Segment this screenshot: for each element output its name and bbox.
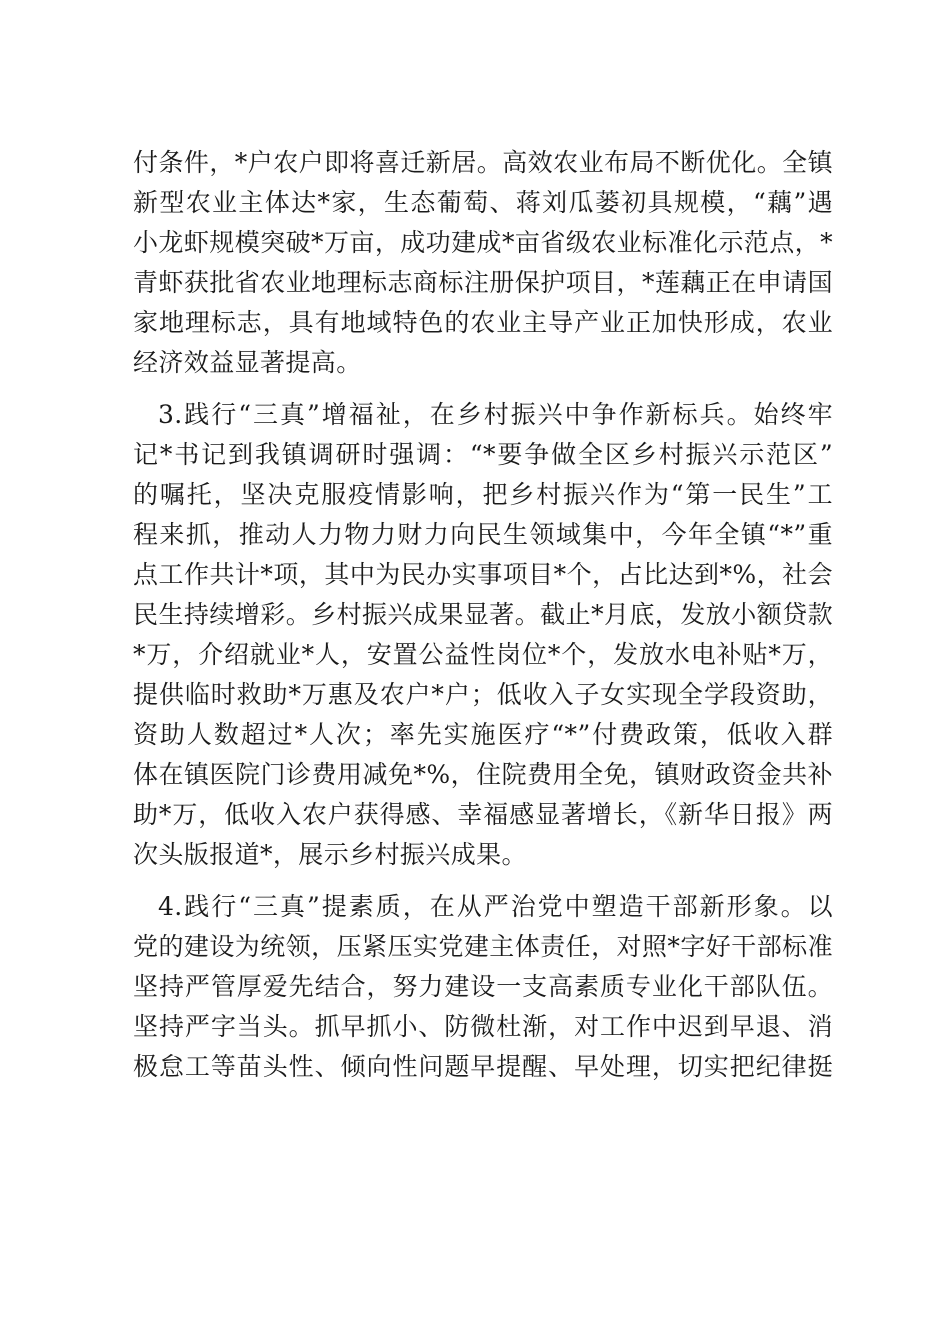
paragraph-spacer xyxy=(133,875,833,887)
text-line: 坚持严管厚爱先结合，努力建设一支高素质专业化干部队伍。 xyxy=(133,972,833,1001)
text-line: 助*万，低收入农户获得感、幸福感显著增长，《新华日报》两 xyxy=(133,800,833,829)
text-line: *万，介绍就业*人，安置公益性岗位*个，发放水电补贴*万， xyxy=(133,640,833,669)
text-line: 小龙虾规模突破*万亩，成功建成*亩省级农业标准化示范点，* xyxy=(133,228,833,257)
paragraph-agriculture xyxy=(133,143,833,383)
text-line: 新型农业主体达*家，生态葡萄、蒋刘瓜蒌初具规模，“藕”遇 xyxy=(133,188,833,217)
text-line: 提供临时救助*万惠及农户*户；低收入子女实现全学段资助， xyxy=(133,680,833,709)
text-line: 4.践行“三真”提素质，在从严治党中塑造干部新形象。以 xyxy=(158,892,833,921)
paragraph-rural-revitalization xyxy=(133,395,833,875)
text-line: 的嘱托，坚决克服疫情影响，把乡村振兴作为“第一民生”工 xyxy=(133,480,833,509)
text-line: 家地理标志，具有地域特色的农业主导产业正加快形成，农业 xyxy=(133,308,833,337)
text-line: 体在镇医院门诊费用减免*%，住院费用全免，镇财政资金共补 xyxy=(133,760,833,789)
text-line: 付条件，*户农户即将喜迁新居。高效农业布局不断优化。全镇 xyxy=(133,148,833,177)
text-line: 经济效益显著提高。 xyxy=(133,348,362,377)
paragraph-party-building xyxy=(133,887,833,1087)
text-line: 党的建设为统领，压紧压实党建主体责任，对照*字好干部标准 xyxy=(133,932,833,961)
text-line: 资助人数超过*人次；率先实施医疗“*”付费政策，低收入群 xyxy=(133,720,833,749)
text-line: 次头版报道*，展示乡村振兴成果。 xyxy=(133,840,527,869)
paragraph-spacer xyxy=(133,383,833,395)
text-line: 极怠工等苗头性、倾向性问题早提醒、早处理，切实把纪律挺 xyxy=(133,1052,833,1081)
text-line: 记*书记到我镇调研时强调：“*要争做全区乡村振兴示范区” xyxy=(133,440,833,469)
text-line: 青虾获批省农业地理标志商标注册保护项目，*莲藕正在申请国 xyxy=(133,268,833,297)
body-text xyxy=(133,143,833,1087)
text-line: 民生持续增彩。乡村振兴成果显著。截止*月底，发放小额贷款 xyxy=(133,600,833,629)
text-line: 3.践行“三真”增福祉，在乡村振兴中争作新标兵。始终牢 xyxy=(158,400,833,429)
text-line: 程来抓，推动人力物力财力向民生领域集中，今年全镇“*”重 xyxy=(133,520,833,549)
text-line: 点工作共计*项，其中为民办实事项目*个，占比达到*%，社会 xyxy=(133,560,833,589)
text-line: 坚持严字当头。抓早抓小、防微杜渐，对工作中迟到早退、消 xyxy=(133,1012,833,1041)
